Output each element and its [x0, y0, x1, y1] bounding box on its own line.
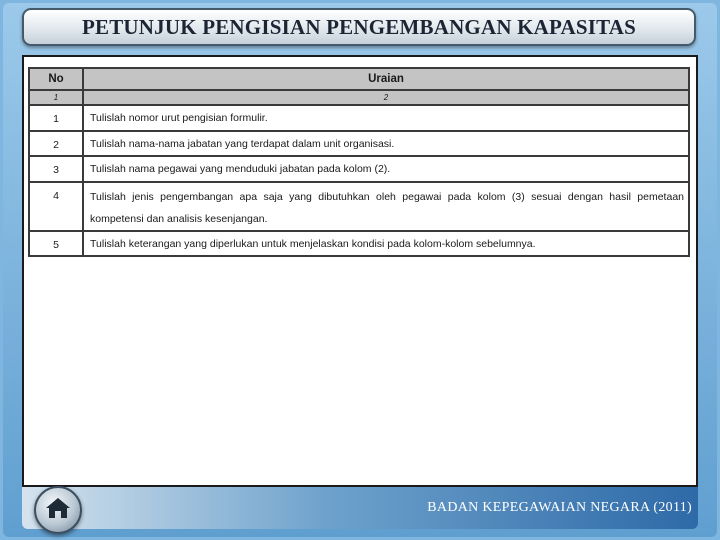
home-button[interactable]: [34, 486, 82, 534]
column-number-no: 1: [29, 90, 83, 105]
table-row: [29, 105, 689, 131]
row-description: Tulislah nomor urut pengisian formulir.: [83, 105, 689, 131]
home-icon: [45, 496, 71, 525]
header-uraian: Uraian: [83, 68, 689, 90]
table-row: [29, 182, 689, 231]
row-number: 1: [29, 105, 83, 131]
row-number: 5: [29, 231, 83, 257]
table-row: [29, 156, 689, 182]
column-number-row: [29, 90, 689, 105]
row-description: Tulislah nama pegawai yang menduduki jabatan pada kolom (2).: [83, 156, 689, 182]
row-number: 3: [29, 156, 83, 182]
footer-credit: BADAN KEPEGAWAIAN NEGARA (2011): [427, 500, 692, 515]
row-description: Tulislah keterangan yang diperlukan untuk menjelaskan kondisi pada kolom-kolom sebelumnya.: [83, 231, 689, 257]
column-number-uraian: 2: [83, 90, 689, 105]
table-row: [29, 131, 689, 157]
row-description: Tulislah jenis pengembangan apa saja yang dibutuhkan oleh pegawai pada kolom (3) sesuai dengan hasil pemetaan kompetensi dan analisis kesenjangan.: [83, 182, 689, 231]
table-row: [29, 231, 689, 257]
content-panel: [22, 55, 698, 487]
table-header-row: [29, 68, 689, 90]
row-number: 2: [29, 131, 83, 157]
header-no: No: [29, 68, 83, 90]
row-number: 4: [29, 182, 83, 231]
row-description: Tulislah nama-nama jabatan yang terdapat dalam unit organisasi.: [83, 131, 689, 157]
instruction-table: [28, 67, 690, 257]
title-bar: [22, 8, 696, 46]
page-title: PETUNJUK PENGISIAN PENGEMBANGAN KAPASITAS: [81, 14, 637, 39]
